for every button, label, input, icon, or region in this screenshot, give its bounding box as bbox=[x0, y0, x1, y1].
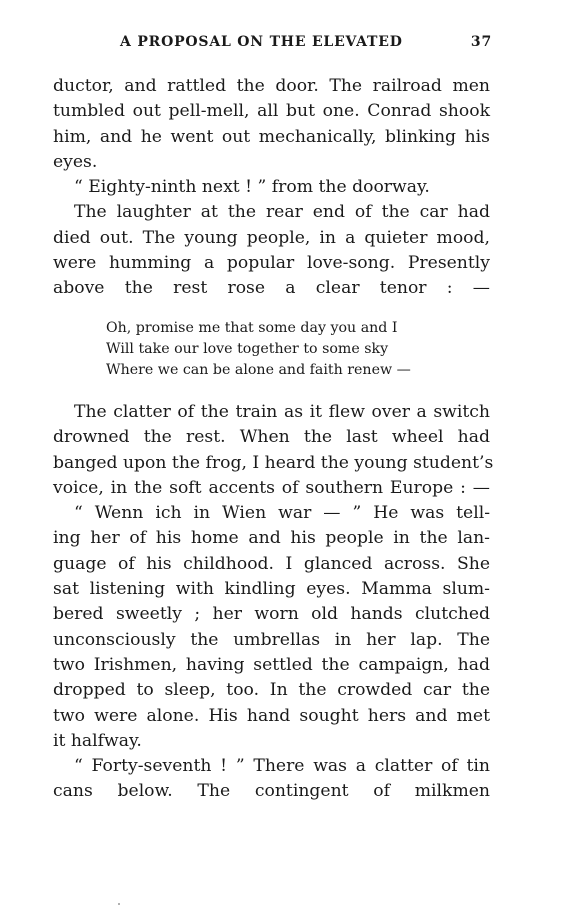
body-text-top bbox=[53, 74, 490, 302]
text-line: sat listening with kindling eyes. Mamma slum- bbox=[53, 579, 490, 600]
verse-quotation bbox=[106, 318, 446, 381]
text-line: unconsciously the umbrellas in her lap. The bbox=[53, 629, 490, 650]
text-line: died out. The young people, in a quieter mood, bbox=[53, 227, 490, 248]
text-line: guage of his childhood. I glanced across. She bbox=[53, 553, 490, 574]
text-line: tumbled out pell-mell, all but one. Conrad shook bbox=[53, 101, 490, 122]
running-header bbox=[120, 34, 492, 54]
text-line: cans below. The contingent of milkmen bbox=[53, 781, 490, 802]
running-title: A PROPOSAL ON THE ELEVATED bbox=[120, 34, 403, 50]
text-line: dropped to sleep, too. In the crowded car the bbox=[53, 680, 490, 701]
text-line: The clatter of the train as it flew over a switch bbox=[74, 402, 490, 422]
verse-line: Will take our love together to some sky bbox=[106, 341, 389, 357]
text-line: eyes. bbox=[53, 151, 98, 172]
text-line: “ Forty-seventh ! ” There was a clatter of tin bbox=[74, 756, 490, 777]
text-line: voice, in the soft accents of southern Europe : — bbox=[53, 477, 490, 498]
text-line: banged upon the frog, I heard the young student’s bbox=[53, 452, 494, 473]
text-line: drowned the rest. When the last wheel had bbox=[53, 427, 490, 448]
text-line: two Irishmen, having settled the campaign, had bbox=[53, 654, 490, 675]
page-number: 37 bbox=[470, 34, 492, 50]
text-line: The laughter at the rear end of the car had bbox=[74, 202, 490, 223]
text-line: ing her of his home and his people in the lan- bbox=[53, 528, 490, 549]
text-line: “ Eighty-ninth next ! ” from the doorway. bbox=[74, 177, 430, 198]
text-line: “ Wenn ich in Wien war — ” He was tell- bbox=[74, 503, 490, 524]
text-line: were humming a popular love-song. Presently bbox=[53, 253, 490, 274]
text-line: two were alone. His hand sought hers and met bbox=[53, 705, 490, 726]
text-line: bered sweetly ; her worn old hands clutched bbox=[53, 604, 490, 625]
text-line: above the rest rose a clear tenor : — bbox=[53, 278, 490, 299]
verse-line: Where we can be alone and faith renew — bbox=[106, 362, 411, 378]
text-line: him, and he went out mechanically, blinking his bbox=[53, 126, 490, 147]
text-line: it halfway. bbox=[53, 730, 142, 751]
body-text-bottom bbox=[53, 400, 494, 805]
verse-line: Oh, promise me that some day you and I bbox=[106, 320, 398, 336]
print-speck bbox=[118, 903, 120, 905]
text-line: ductor, and rattled the door. The railroad men bbox=[53, 76, 490, 96]
